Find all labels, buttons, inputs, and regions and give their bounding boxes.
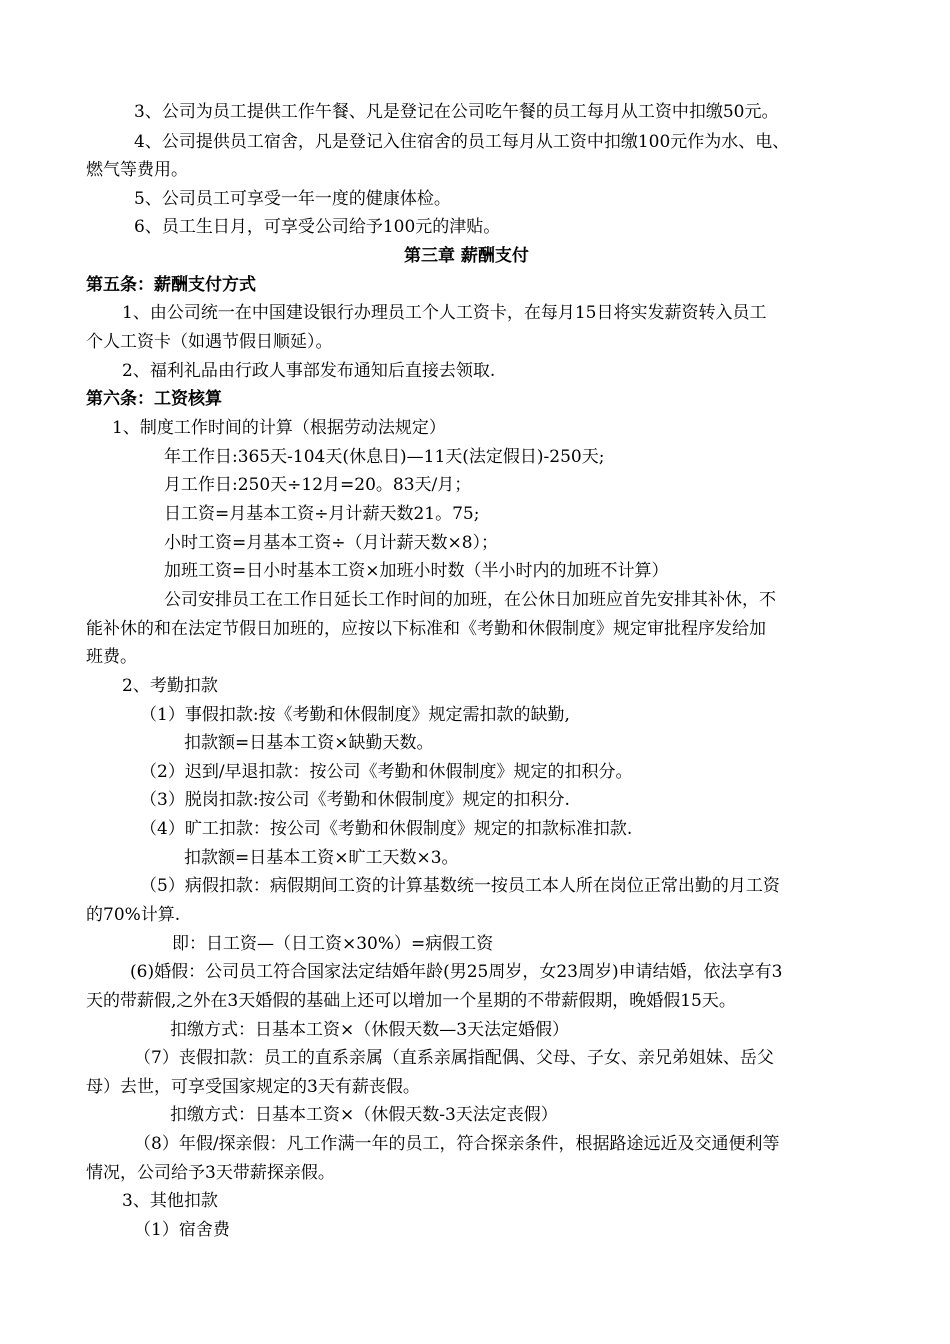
welfare-item-6: 6、员工生日月，可享受公司给予100元的津贴。 xyxy=(134,217,501,237)
article-6-item-1: 1、制度工作时间的计算（根据劳动法规定） xyxy=(112,418,446,438)
marriage-leave: (6)婚假：公司员工符合国家法定结婚年龄(男25周岁，女23周岁)申请结婚，依法享有3 xyxy=(130,962,783,982)
sick-leave-deduction-cont: 的70%计算. xyxy=(86,905,181,925)
formula-monthly-workdays: 月工作日:250天÷12月=20。83天/月； xyxy=(164,475,472,495)
welfare-item-4-cont: 燃气等费用。 xyxy=(86,160,188,180)
marriage-leave-formula: 扣缴方式：日基本工资×（休假天数—3天法定婚假） xyxy=(170,1020,570,1040)
article-6-item-2: 2、考勤扣款 xyxy=(122,676,218,696)
personal-leave-deduction: （1）事假扣款:按《考勤和休假制度》规定需扣款的缺勤, xyxy=(140,705,570,725)
overtime-paragraph-cont-1: 能补休的和在法定节假日加班的，应按以下标准和《考勤和休假制度》规定审批程序发给加 xyxy=(86,619,766,639)
chapter-heading: 第三章 薪酬支付 xyxy=(404,246,529,266)
overtime-paragraph-cont-2: 班费。 xyxy=(86,647,137,667)
marriage-leave-cont: 天的带薪假,之外在3天婚假的基础上还可以增加一个星期的不带薪假期，晚婚假15天。 xyxy=(86,991,736,1011)
sick-leave-formula: 即：日工资—（日工资×30%）=病假工资 xyxy=(172,934,494,954)
formula-daily-wage: 日工资=月基本工资÷月计薪天数21。75; xyxy=(164,504,480,524)
welfare-item-3: 3、公司为员工提供工作午餐、凡是登记在公司吃午餐的员工每月从工资中扣缴50元。 xyxy=(134,102,779,122)
bereavement-leave: （7）丧假扣款：员工的直系亲属（直系亲属指配偶、父母、子女、亲兄弟姐妹、岳父 xyxy=(134,1048,774,1068)
article-6-item-3: 3、其他扣款 xyxy=(122,1191,218,1211)
annual-home-leave-cont: 情况，公司给予3天带薪探亲假。 xyxy=(86,1163,335,1183)
article-6-heading: 第六条：工资核算 xyxy=(86,389,222,409)
absenteeism-deduction: （4）旷工扣款：按公司《考勤和休假制度》规定的扣款标准扣款. xyxy=(140,819,633,839)
annual-home-leave: （8）年假/探亲假：凡工作满一年的员工，符合探亲条件，根据路途远近及交通便利等 xyxy=(134,1134,780,1154)
welfare-item-4: 4、公司提供员工宿舍，凡是登记入住宿舍的员工每月从工资中扣缴100元作为水、电、 xyxy=(134,132,790,152)
dormitory-fee: （1）宿舍费 xyxy=(134,1220,230,1240)
bereavement-leave-formula: 扣缴方式：日基本工资×（休假天数-3天法定丧假） xyxy=(170,1105,558,1125)
article-5-item-1-cont: 个人工资卡（如遇节假日顺延）。 xyxy=(86,332,333,352)
bereavement-leave-cont: 母）去世，可享受国家规定的3天有薪丧假。 xyxy=(86,1077,420,1097)
formula-annual-workdays: 年工作日:365天-104天(休息日)—11天(法定假日)-250天; xyxy=(164,447,605,467)
article-5-heading: 第五条：薪酬支付方式 xyxy=(86,275,256,295)
personal-leave-formula: 扣款额=日基本工资×缺勤天数。 xyxy=(184,733,434,753)
article-5-item-2: 2、福利礼品由行政人事部发布通知后直接去领取. xyxy=(122,361,496,381)
absenteeism-formula: 扣款额=日基本工资×旷工天数×3。 xyxy=(184,848,459,868)
overtime-paragraph: 公司安排员工在工作日延长工作时间的加班，在公休日加班应首先安排其补休，不 xyxy=(164,590,776,610)
formula-overtime-wage: 加班工资=日小时基本工资×加班小时数（半小时内的加班不计算） xyxy=(164,561,669,581)
sick-leave-deduction: （5）病假扣款：病假期间工资的计算基数统一按员工本人所在岗位正常出勤的月工资 xyxy=(140,876,780,896)
article-5-item-1: 1、由公司统一在中国建设银行办理员工个人工资卡，在每月15日将实发薪资转入员工 xyxy=(122,303,767,323)
off-post-deduction: （3）脱岗扣款:按公司《考勤和休假制度》规定的扣积分. xyxy=(140,790,570,810)
formula-hourly-wage: 小时工资=月基本工资÷（月计薪天数×8）； xyxy=(164,533,499,553)
late-early-deduction: （2）迟到/早退扣款：按公司《考勤和休假制度》规定的扣积分。 xyxy=(140,762,633,782)
welfare-item-5: 5、公司员工可享受一年一度的健康体检。 xyxy=(134,189,451,209)
